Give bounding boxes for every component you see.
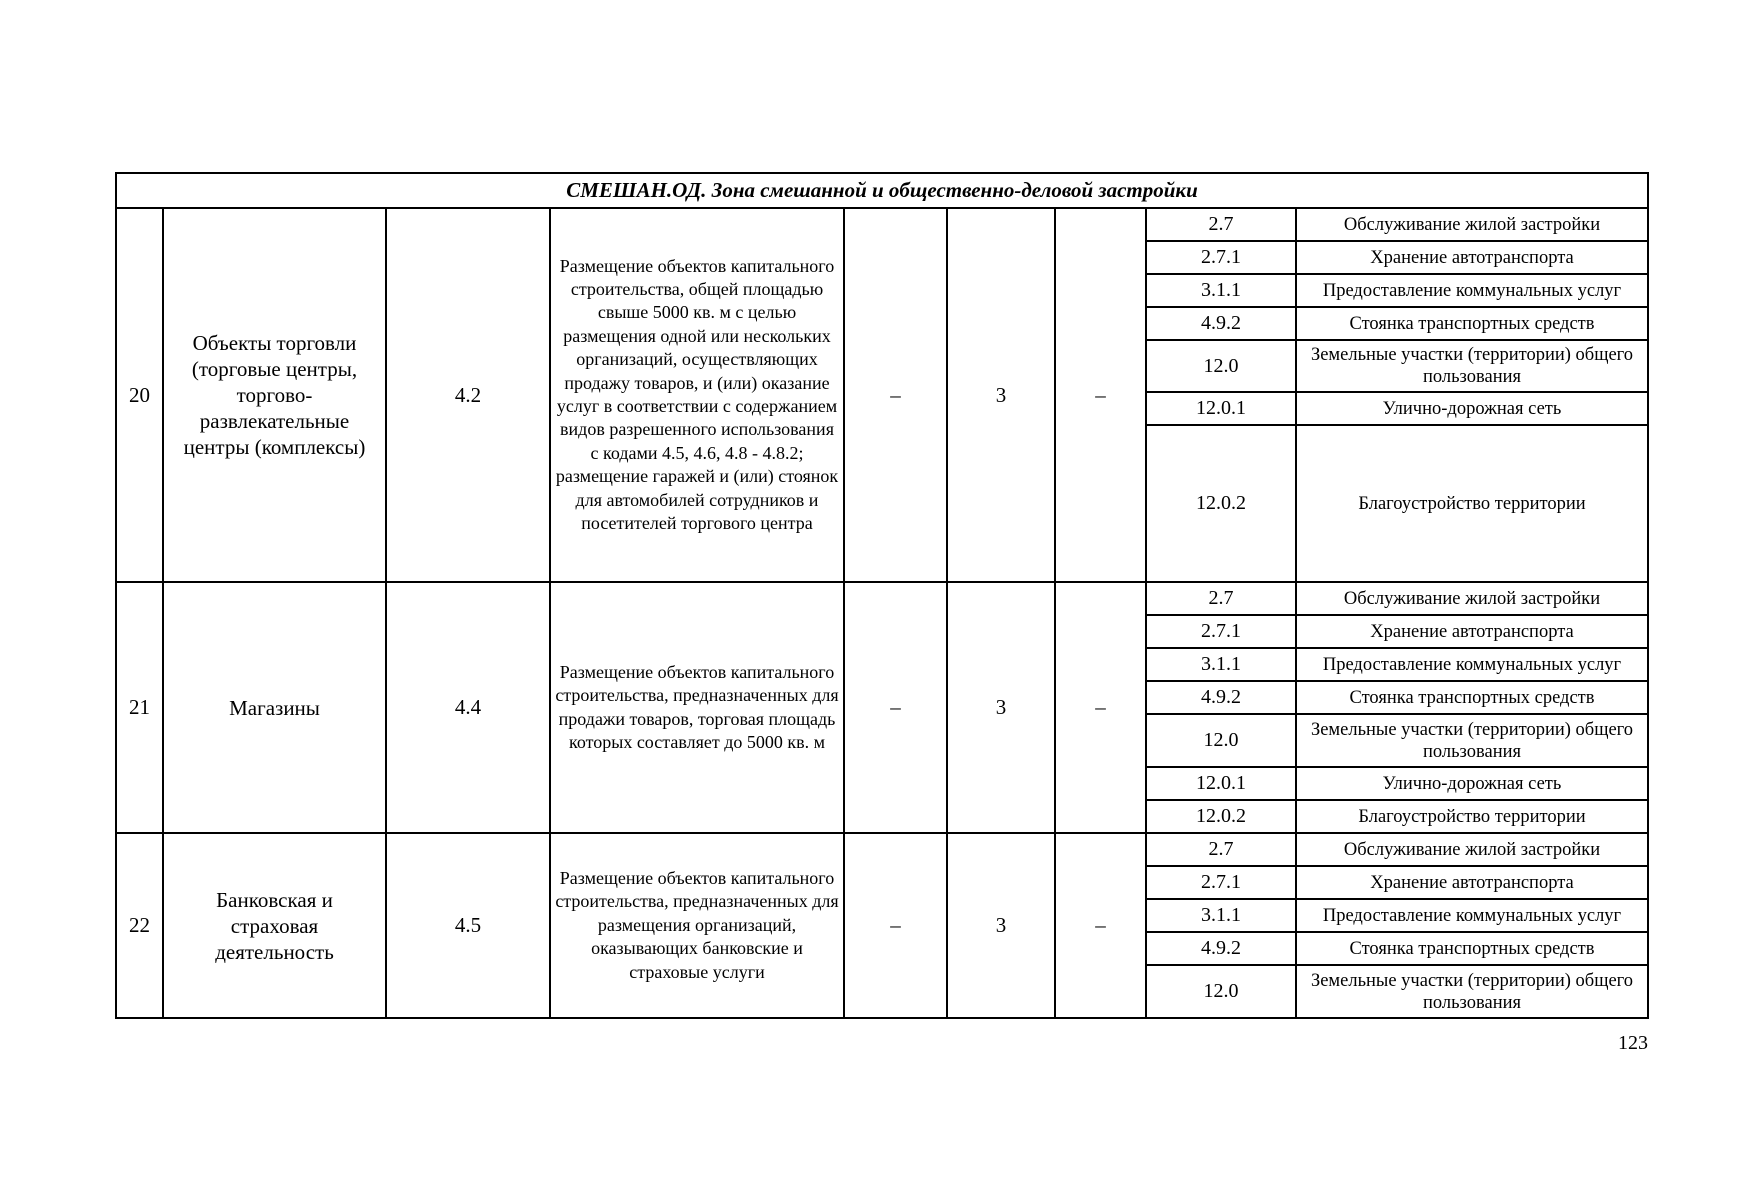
use-type-description: Размещение объектов капитального строительства, общей площадью свыше 5000 кв. м с целью размещения одной или нескольких организаций, осуществляющих продажу товаров, и (или) оказание услуг в соответствии с содержанием видов разрешенного использования с кодами 4.5, 4.6, 4.8 - 4.8.2; размещение гаражей и (или) стоянок для автомобилей сотрудников и посетителей торгового центра [550,208,844,582]
related-name: Хранение автотранспорта [1296,866,1648,899]
param-cell-1: – [844,833,947,1018]
zoning-table [115,172,1649,1019]
related-name: Хранение автотранспорта [1296,241,1648,274]
related-name: Улично-дорожная сеть [1296,392,1648,425]
related-name: Улично-дорожная сеть [1296,767,1648,800]
related-code: 12.0 [1146,714,1296,767]
related-code: 4.9.2 [1146,307,1296,340]
use-type-name: Объекты торговли (торговые центры, торгово-развлекательные центры (комплексы) [163,208,386,582]
related-name: Обслуживание жилой застройки [1296,208,1648,241]
related-code: 2.7.1 [1146,866,1296,899]
param-cell-3: – [1055,208,1146,582]
related-code: 12.0 [1146,965,1296,1018]
related-name: Стоянка транспортных средств [1296,932,1648,965]
param-cell-2: 3 [947,582,1055,833]
row-number: 20 [116,208,163,582]
use-type-name: Банковская и страховая деятельность [163,833,386,1018]
page-number: 123 [1618,1032,1648,1054]
related-name: Благоустройство территории [1296,800,1648,833]
table-title: СМЕШАН.ОД. Зона смешанной и общественно-деловой застройки [116,173,1648,208]
param-cell-1: – [844,208,947,582]
related-code: 2.7.1 [1146,615,1296,648]
row-number: 21 [116,582,163,833]
related-code: 3.1.1 [1146,648,1296,681]
table-row [116,208,1648,241]
related-code: 4.9.2 [1146,932,1296,965]
param-cell-3: – [1055,833,1146,1018]
use-type-description: Размещение объектов капитального строительства, предназначенных для размещения организаций, оказывающих банковские и страховые услуги [550,833,844,1018]
param-cell-3: – [1055,582,1146,833]
title-row [116,173,1648,208]
related-code: 12.0 [1146,340,1296,392]
related-name: Стоянка транспортных средств [1296,307,1648,340]
related-name: Земельные участки (территории) общего пользования [1296,340,1648,392]
related-code: 12.0.2 [1146,800,1296,833]
related-code: 2.7.1 [1146,241,1296,274]
related-code: 3.1.1 [1146,274,1296,307]
related-name: Благоустройство территории [1296,425,1648,582]
use-type-name: Магазины [163,582,386,833]
use-type-description: Размещение объектов капитального строительства, предназначенных для продажи товаров, торговая площадь которых составляет до 5000 кв. м [550,582,844,833]
use-type-code: 4.5 [386,833,550,1018]
param-cell-1: – [844,582,947,833]
param-cell-2: 3 [947,833,1055,1018]
use-type-code: 4.4 [386,582,550,833]
use-type-code: 4.2 [386,208,550,582]
related-code: 2.7 [1146,582,1296,615]
related-code: 12.0.1 [1146,392,1296,425]
table-row [116,833,1648,866]
related-name: Предоставление коммунальных услуг [1296,899,1648,932]
related-code: 2.7 [1146,833,1296,866]
related-code: 3.1.1 [1146,899,1296,932]
param-cell-2: 3 [947,208,1055,582]
related-code: 4.9.2 [1146,681,1296,714]
related-name: Хранение автотранспорта [1296,615,1648,648]
related-name: Земельные участки (территории) общего пользования [1296,714,1648,767]
related-name: Стоянка транспортных средств [1296,681,1648,714]
related-name: Земельные участки (территории) общего пользования [1296,965,1648,1018]
related-code: 2.7 [1146,208,1296,241]
related-code: 12.0.2 [1146,425,1296,582]
related-name: Предоставление коммунальных услуг [1296,648,1648,681]
related-name: Обслуживание жилой застройки [1296,833,1648,866]
row-number: 22 [116,833,163,1018]
related-name: Предоставление коммунальных услуг [1296,274,1648,307]
related-code: 12.0.1 [1146,767,1296,800]
related-name: Обслуживание жилой застройки [1296,582,1648,615]
table-row [116,582,1648,615]
